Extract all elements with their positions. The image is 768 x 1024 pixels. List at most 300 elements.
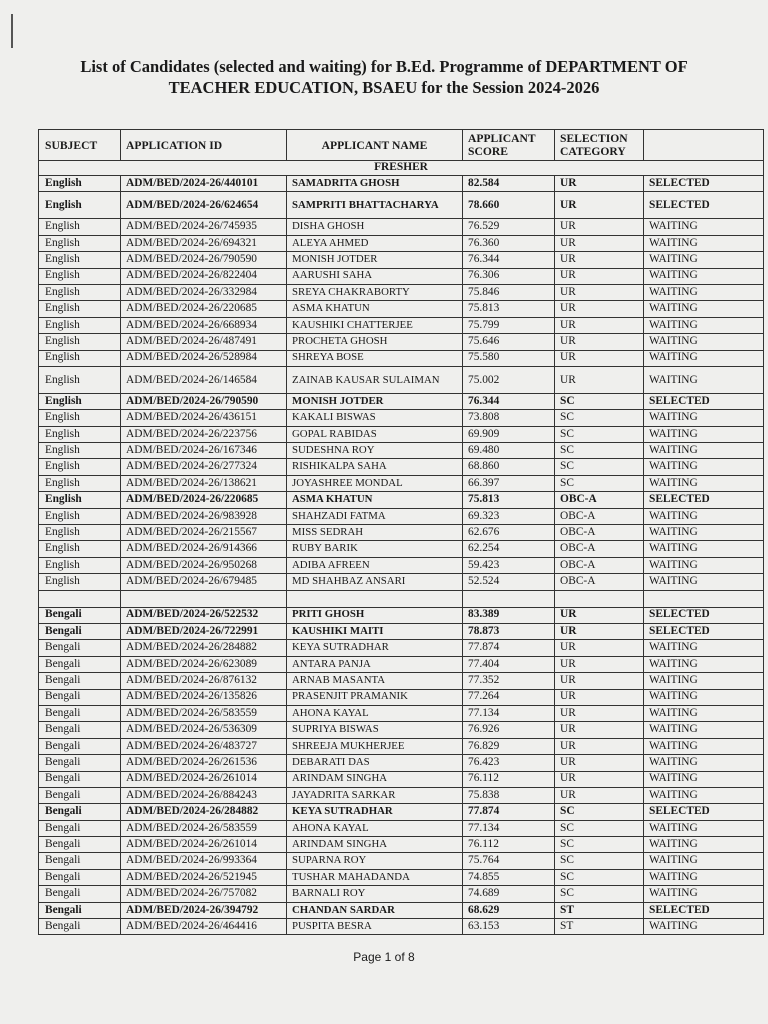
cell-subject: Bengali [39, 705, 121, 721]
table-row [39, 334, 764, 350]
table-row [39, 705, 764, 721]
cell-applicant-score: 76.344 [463, 393, 555, 409]
cell-applicant-name: KEYA SUTRADHAR [287, 640, 463, 656]
cell-application-id: ADM/BED/2024-26/914366 [121, 541, 287, 557]
table-row [39, 886, 764, 902]
cell-applicant-score: 66.397 [463, 475, 555, 491]
cell-applicant-name: PROCHETA GHOSH [287, 334, 463, 350]
cell-applicant-score: 62.676 [463, 525, 555, 541]
cell-selection-category: UR [555, 771, 644, 787]
cell-selection-category: UR [555, 755, 644, 771]
cell-application-id: ADM/BED/2024-26/138621 [121, 475, 287, 491]
cell-status: WAITING [644, 317, 764, 333]
cell-applicant-score: 59.423 [463, 557, 555, 573]
cell-application-id: ADM/BED/2024-26/483727 [121, 738, 287, 754]
cell-status: SELECTED [644, 176, 764, 192]
candidates-table [38, 129, 764, 935]
cell-applicant-score: 77.264 [463, 689, 555, 705]
header-applicant-name: APPLICANT NAME [287, 130, 463, 161]
table-row [39, 350, 764, 366]
cell-application-id: ADM/BED/2024-26/583559 [121, 820, 287, 836]
table-row [39, 689, 764, 705]
table-row [39, 574, 764, 590]
cell-subject: Bengali [39, 656, 121, 672]
cell-applicant-name: KAUSHIKI MAITI [287, 623, 463, 639]
cell-applicant-name: CHANDAN SARDAR [287, 902, 463, 918]
table-row [39, 771, 764, 787]
cell-applicant-score: 76.423 [463, 755, 555, 771]
cell-status: SELECTED [644, 192, 764, 219]
cell-applicant-name: PUSPITA BESRA [287, 919, 463, 935]
table-row [39, 557, 764, 573]
table-row [39, 607, 764, 623]
cell-status: WAITING [644, 219, 764, 235]
cell-applicant-name: BARNALI ROY [287, 886, 463, 902]
cell-applicant-name: PRASENJIT PRAMANIK [287, 689, 463, 705]
cell-subject: English [39, 508, 121, 524]
table-row [39, 410, 764, 426]
cell-applicant-score: 75.813 [463, 492, 555, 508]
cell-applicant-score: 77.352 [463, 673, 555, 689]
table-row [39, 268, 764, 284]
page-margin-mark [11, 14, 13, 48]
header-subject: SUBJECT [39, 130, 121, 161]
cell-selection-category: SC [555, 475, 644, 491]
cell-selection-category: ST [555, 919, 644, 935]
cell-applicant-score: 75.646 [463, 334, 555, 350]
cell-application-id: ADM/BED/2024-26/215567 [121, 525, 287, 541]
cell-applicant-name: ADIBA AFREEN [287, 557, 463, 573]
cell-application-id: ADM/BED/2024-26/624654 [121, 192, 287, 219]
cell-status: WAITING [644, 541, 764, 557]
cell-selection-category: SC [555, 886, 644, 902]
table-row [39, 673, 764, 689]
cell-status: WAITING [644, 837, 764, 853]
cell-application-id: ADM/BED/2024-26/440101 [121, 176, 287, 192]
cell-application-id: ADM/BED/2024-26/332984 [121, 284, 287, 300]
cell-applicant-name: ARINDAM SINGHA [287, 771, 463, 787]
cell-application-id: ADM/BED/2024-26/521945 [121, 869, 287, 885]
cell-subject: Bengali [39, 722, 121, 738]
cell-applicant-name: ASMA KHATUN [287, 301, 463, 317]
cell-status: SELECTED [644, 804, 764, 820]
cell-subject: English [39, 235, 121, 251]
cell-status: WAITING [644, 869, 764, 885]
cell-subject: English [39, 525, 121, 541]
title-line-2: TEACHER EDUCATION, BSAEU for the Session 2024-2026 [168, 78, 600, 97]
cell-subject: English [39, 284, 121, 300]
cell-selection-category: OBC-A [555, 574, 644, 590]
cell-applicant-score: 52.524 [463, 574, 555, 590]
cell-applicant-score: 75.580 [463, 350, 555, 366]
cell-subject: Bengali [39, 755, 121, 771]
cell-selection-category: UR [555, 738, 644, 754]
cell-application-id: ADM/BED/2024-26/261014 [121, 837, 287, 853]
cell-applicant-name: KAUSHIKI CHATTERJEE [287, 317, 463, 333]
cell-status: WAITING [644, 350, 764, 366]
cell-selection-category: UR [555, 284, 644, 300]
cell-selection-category: SC [555, 820, 644, 836]
section-label: FRESHER [39, 161, 764, 176]
cell-status: WAITING [644, 673, 764, 689]
cell-selection-category: UR [555, 268, 644, 284]
cell-application-id: ADM/BED/2024-26/522532 [121, 607, 287, 623]
cell-application-id: ADM/BED/2024-26/223756 [121, 426, 287, 442]
cell-application-id: ADM/BED/2024-26/790590 [121, 252, 287, 268]
empty-cell [644, 590, 764, 607]
cell-application-id: ADM/BED/2024-26/284882 [121, 640, 287, 656]
empty-cell [121, 590, 287, 607]
cell-subject: Bengali [39, 787, 121, 803]
cell-applicant-score: 76.360 [463, 235, 555, 251]
cell-selection-category: UR [555, 722, 644, 738]
cell-applicant-name: RUBY BARIK [287, 541, 463, 557]
cell-selection-category: OBC-A [555, 557, 644, 573]
cell-status: WAITING [644, 268, 764, 284]
cell-applicant-score: 83.389 [463, 607, 555, 623]
cell-applicant-score: 69.480 [463, 443, 555, 459]
cell-selection-category: SC [555, 804, 644, 820]
cell-status: WAITING [644, 366, 764, 393]
cell-subject: English [39, 574, 121, 590]
cell-status: WAITING [644, 334, 764, 350]
cell-subject: Bengali [39, 738, 121, 754]
cell-applicant-name: SREYA CHAKRABORTY [287, 284, 463, 300]
cell-application-id: ADM/BED/2024-26/694321 [121, 235, 287, 251]
cell-applicant-name: SAMPRITI BHATTACHARYA [287, 192, 463, 219]
cell-status: WAITING [644, 787, 764, 803]
cell-applicant-score: 77.134 [463, 705, 555, 721]
cell-application-id: ADM/BED/2024-26/146584 [121, 366, 287, 393]
cell-subject: Bengali [39, 673, 121, 689]
cell-selection-category: UR [555, 607, 644, 623]
cell-applicant-name: SUDESHNA ROY [287, 443, 463, 459]
cell-applicant-name: JOYASHREE MONDAL [287, 475, 463, 491]
cell-application-id: ADM/BED/2024-26/679485 [121, 574, 287, 590]
table-row [39, 443, 764, 459]
cell-applicant-score: 75.846 [463, 284, 555, 300]
table-row [39, 820, 764, 836]
cell-applicant-name: SUPRIYA BISWAS [287, 722, 463, 738]
cell-selection-category: UR [555, 192, 644, 219]
cell-subject: Bengali [39, 886, 121, 902]
cell-selection-category: UR [555, 301, 644, 317]
cell-applicant-name: SHREEJA MUKHERJEE [287, 738, 463, 754]
cell-subject: Bengali [39, 689, 121, 705]
table-body [39, 161, 764, 935]
cell-selection-category: ST [555, 902, 644, 918]
cell-subject: English [39, 557, 121, 573]
cell-status: WAITING [644, 722, 764, 738]
cell-status: WAITING [644, 853, 764, 869]
table-row [39, 284, 764, 300]
cell-applicant-name: GOPAL RABIDAS [287, 426, 463, 442]
cell-subject: English [39, 219, 121, 235]
cell-subject: English [39, 252, 121, 268]
cell-application-id: ADM/BED/2024-26/284882 [121, 804, 287, 820]
cell-status: SELECTED [644, 393, 764, 409]
cell-selection-category: UR [555, 656, 644, 672]
cell-subject: English [39, 426, 121, 442]
cell-applicant-score: 76.306 [463, 268, 555, 284]
cell-applicant-score: 78.660 [463, 192, 555, 219]
cell-application-id: ADM/BED/2024-26/993364 [121, 853, 287, 869]
cell-applicant-score: 76.112 [463, 771, 555, 787]
cell-applicant-score: 69.323 [463, 508, 555, 524]
cell-selection-category: OBC-A [555, 525, 644, 541]
cell-application-id: ADM/BED/2024-26/277324 [121, 459, 287, 475]
cell-status: WAITING [644, 689, 764, 705]
cell-applicant-name: KAKALI BISWAS [287, 410, 463, 426]
cell-applicant-name: MD SHAHBAZ ANSARI [287, 574, 463, 590]
cell-status: SELECTED [644, 492, 764, 508]
cell-selection-category: UR [555, 334, 644, 350]
cell-selection-category: UR [555, 252, 644, 268]
cell-applicant-score: 77.874 [463, 640, 555, 656]
table-row [39, 902, 764, 918]
cell-selection-category: UR [555, 317, 644, 333]
table-row [39, 192, 764, 219]
cell-applicant-score: 76.926 [463, 722, 555, 738]
cell-application-id: ADM/BED/2024-26/583559 [121, 705, 287, 721]
cell-subject: Bengali [39, 869, 121, 885]
cell-subject: English [39, 492, 121, 508]
cell-application-id: ADM/BED/2024-26/745935 [121, 219, 287, 235]
cell-applicant-score: 77.404 [463, 656, 555, 672]
cell-application-id: ADM/BED/2024-26/623089 [121, 656, 287, 672]
table-header-row [39, 130, 764, 161]
cell-selection-category: UR [555, 705, 644, 721]
cell-applicant-name: MONISH JOTDER [287, 393, 463, 409]
cell-subject: Bengali [39, 820, 121, 836]
cell-applicant-score: 63.153 [463, 919, 555, 935]
cell-subject: English [39, 301, 121, 317]
cell-subject: English [39, 366, 121, 393]
cell-subject: Bengali [39, 853, 121, 869]
cell-application-id: ADM/BED/2024-26/528984 [121, 350, 287, 366]
table-row [39, 219, 764, 235]
cell-application-id: ADM/BED/2024-26/757082 [121, 886, 287, 902]
cell-status: WAITING [644, 705, 764, 721]
cell-applicant-score: 77.134 [463, 820, 555, 836]
cell-application-id: ADM/BED/2024-26/876132 [121, 673, 287, 689]
table-row [39, 492, 764, 508]
cell-applicant-name: TUSHAR MAHADANDA [287, 869, 463, 885]
cell-status: WAITING [644, 252, 764, 268]
cell-status: WAITING [644, 755, 764, 771]
cell-subject: Bengali [39, 837, 121, 853]
table-row [39, 738, 764, 754]
empty-cell [39, 590, 121, 607]
cell-status: WAITING [644, 557, 764, 573]
table-row [39, 837, 764, 853]
cell-selection-category: SC [555, 869, 644, 885]
cell-selection-category: UR [555, 787, 644, 803]
cell-status: WAITING [644, 459, 764, 475]
cell-selection-category: UR [555, 673, 644, 689]
cell-applicant-name: PRITI GHOSH [287, 607, 463, 623]
cell-applicant-name: DEBARATI DAS [287, 755, 463, 771]
cell-application-id: ADM/BED/2024-26/536309 [121, 722, 287, 738]
cell-status: WAITING [644, 771, 764, 787]
table-row [39, 393, 764, 409]
cell-selection-category: SC [555, 410, 644, 426]
cell-status: WAITING [644, 886, 764, 902]
cell-status: WAITING [644, 738, 764, 754]
table-row [39, 919, 764, 935]
cell-subject: English [39, 459, 121, 475]
cell-status: SELECTED [644, 607, 764, 623]
cell-subject: English [39, 268, 121, 284]
cell-subject: English [39, 176, 121, 192]
cell-status: WAITING [644, 919, 764, 935]
cell-applicant-name: RISHIKALPA SAHA [287, 459, 463, 475]
cell-subject: Bengali [39, 902, 121, 918]
cell-subject: Bengali [39, 804, 121, 820]
cell-status: WAITING [644, 656, 764, 672]
cell-applicant-name: SUPARNA ROY [287, 853, 463, 869]
cell-subject: English [39, 317, 121, 333]
document-title [40, 56, 728, 98]
empty-cell [287, 590, 463, 607]
cell-selection-category: SC [555, 443, 644, 459]
cell-applicant-score: 78.873 [463, 623, 555, 639]
cell-subject: English [39, 393, 121, 409]
cell-applicant-name: ARINDAM SINGHA [287, 837, 463, 853]
table-row [39, 525, 764, 541]
cell-applicant-name: ASMA KHATUN [287, 492, 463, 508]
cell-subject: English [39, 443, 121, 459]
cell-selection-category: OBC-A [555, 508, 644, 524]
table-row [39, 176, 764, 192]
cell-application-id: ADM/BED/2024-26/884243 [121, 787, 287, 803]
cell-applicant-name: MONISH JOTDER [287, 252, 463, 268]
table-row [39, 640, 764, 656]
cell-application-id: ADM/BED/2024-26/822404 [121, 268, 287, 284]
cell-subject: English [39, 410, 121, 426]
cell-status: WAITING [644, 508, 764, 524]
section-row [39, 161, 764, 176]
cell-applicant-name: JAYADRITA SARKAR [287, 787, 463, 803]
cell-applicant-name: ANTARA PANJA [287, 656, 463, 672]
cell-application-id: ADM/BED/2024-26/220685 [121, 492, 287, 508]
cell-selection-category: UR [555, 350, 644, 366]
cell-status: WAITING [644, 301, 764, 317]
cell-selection-category: SC [555, 837, 644, 853]
cell-selection-category: UR [555, 219, 644, 235]
cell-subject: Bengali [39, 640, 121, 656]
cell-subject: English [39, 350, 121, 366]
cell-applicant-name: AHONA KAYAL [287, 820, 463, 836]
cell-selection-category: SC [555, 426, 644, 442]
cell-applicant-score: 68.860 [463, 459, 555, 475]
cell-selection-category: UR [555, 640, 644, 656]
cell-applicant-name: DISHA GHOSH [287, 219, 463, 235]
cell-status: WAITING [644, 443, 764, 459]
table-row [39, 366, 764, 393]
cell-status: WAITING [644, 410, 764, 426]
cell-subject: Bengali [39, 919, 121, 935]
table-row [39, 869, 764, 885]
cell-application-id: ADM/BED/2024-26/668934 [121, 317, 287, 333]
cell-status: SELECTED [644, 623, 764, 639]
table-row [39, 541, 764, 557]
cell-subject: Bengali [39, 623, 121, 639]
cell-application-id: ADM/BED/2024-26/436151 [121, 410, 287, 426]
cell-applicant-name: MISS SEDRAH [287, 525, 463, 541]
table-row [39, 623, 764, 639]
cell-applicant-name: KEYA SUTRADHAR [287, 804, 463, 820]
cell-applicant-score: 75.002 [463, 366, 555, 393]
table-row [39, 722, 764, 738]
cell-status: WAITING [644, 820, 764, 836]
cell-subject: English [39, 475, 121, 491]
cell-applicant-score: 68.629 [463, 902, 555, 918]
cell-application-id: ADM/BED/2024-26/135826 [121, 689, 287, 705]
cell-status: WAITING [644, 640, 764, 656]
cell-selection-category: UR [555, 235, 644, 251]
table-row [39, 853, 764, 869]
table-row [39, 235, 764, 251]
empty-cell [463, 590, 555, 607]
cell-status: SELECTED [644, 902, 764, 918]
table-row [39, 459, 764, 475]
cell-selection-category: UR [555, 623, 644, 639]
cell-applicant-name: ALEYA AHMED [287, 235, 463, 251]
cell-selection-category: UR [555, 176, 644, 192]
cell-applicant-name: SHAHZADI FATMA [287, 508, 463, 524]
cell-applicant-score: 76.344 [463, 252, 555, 268]
table-row [39, 804, 764, 820]
cell-application-id: ADM/BED/2024-26/167346 [121, 443, 287, 459]
cell-status: WAITING [644, 475, 764, 491]
cell-application-id: ADM/BED/2024-26/790590 [121, 393, 287, 409]
cell-status: WAITING [644, 525, 764, 541]
cell-application-id: ADM/BED/2024-26/261014 [121, 771, 287, 787]
table-row [39, 508, 764, 524]
page-number: Page 1 of 8 [353, 950, 415, 964]
cell-applicant-score: 76.829 [463, 738, 555, 754]
table-row [39, 475, 764, 491]
cell-application-id: ADM/BED/2024-26/950268 [121, 557, 287, 573]
header-applicant-score: APPLICANT SCORE [463, 130, 555, 161]
cell-applicant-score: 74.689 [463, 886, 555, 902]
cell-subject: Bengali [39, 771, 121, 787]
cell-selection-category: SC [555, 459, 644, 475]
cell-applicant-score: 74.855 [463, 869, 555, 885]
cell-subject: English [39, 192, 121, 219]
separator-row [39, 590, 764, 607]
cell-selection-category: OBC-A [555, 492, 644, 508]
cell-subject: English [39, 541, 121, 557]
cell-application-id: ADM/BED/2024-26/261536 [121, 755, 287, 771]
cell-status: WAITING [644, 284, 764, 300]
cell-applicant-name: ZAINAB KAUSAR SULAIMAN [287, 366, 463, 393]
cell-applicant-score: 76.529 [463, 219, 555, 235]
cell-applicant-name: ARNAB MASANTA [287, 673, 463, 689]
empty-cell [555, 590, 644, 607]
header-application-id: APPLICATION ID [121, 130, 287, 161]
cell-application-id: ADM/BED/2024-26/487491 [121, 334, 287, 350]
cell-applicant-score: 75.799 [463, 317, 555, 333]
header-status [644, 130, 764, 161]
cell-selection-category: UR [555, 689, 644, 705]
cell-applicant-score: 73.808 [463, 410, 555, 426]
cell-applicant-score: 75.813 [463, 301, 555, 317]
cell-applicant-score: 82.584 [463, 176, 555, 192]
cell-status: WAITING [644, 235, 764, 251]
table-row [39, 426, 764, 442]
